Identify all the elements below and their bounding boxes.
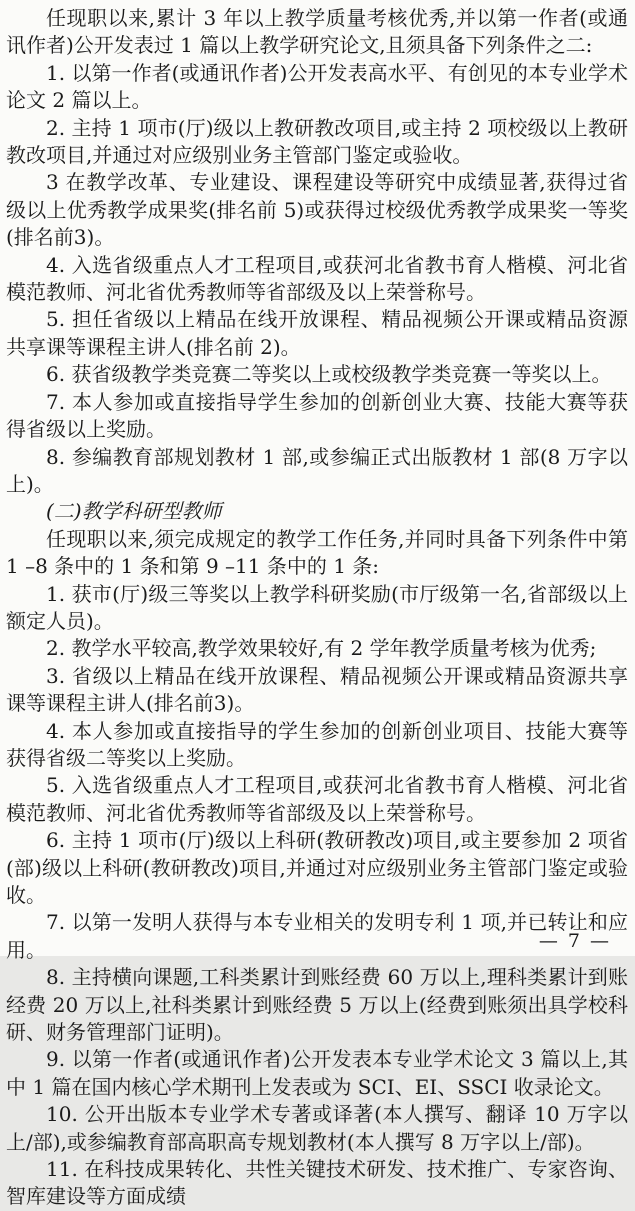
paragraph: 2. 主持 1 项市(厅)级以上教研教改项目,或主持 2 项校级以上教研教改项目,并通过对应级别业务主管部门鉴定或验收。: [6, 115, 628, 168]
paragraph: 7. 本人参加或直接指导学生参加的创新创业大赛、技能大赛等获得省级以上奖励。: [6, 389, 628, 442]
paragraph: 7. 以第一发明人获得与本专业相关的发明专利 1 项,并已转让和应用。: [6, 910, 628, 962]
paragraph: 5. 担任省级以上精品在线开放课程、精品视频公开课或精品资源共享课等课程主讲人(排名前 2)。: [6, 307, 628, 359]
paragraph: 9. 以第一作者(或通讯作者)公开发表本专业学术论文 3 篇以上,其中 1 篇在国内核心学术期刊上发表或为 SCI、EI、SSCI 收录论文。: [6, 1047, 628, 1099]
paragraph: 10. 公开出版本专业学术专著或译著(本人撰写、翻译 10 万字以上/部),或参编教育部高职高专规划教材(本人撰写 8 万字以上/部)。: [6, 1102, 628, 1154]
paragraph: 6. 主持 1 项市(厅)级以上科研(教研教改)项目,或主要参加 2 项省(部)级以上科研(教研教改)项目,并通过对应级别业务主管部门鉴定或验收。: [6, 828, 628, 907]
paragraph: 3 在教学改革、专业建设、课程建设等研究中成绩显著,获得过省级以上优秀教学成果奖(排名前 5)或获得过校级优秀教学成果奖一等奖(排名前3)。: [6, 170, 628, 250]
paragraph: 11. 在科技成果转化、共性关键技术研发、技术推广、专家咨询、智库建设等方面成绩: [6, 1157, 628, 1209]
paragraph: (二)教学科研型教师: [46, 499, 222, 524]
paragraph: 5. 入选省级重点人才工程项目,或获河北省教书育人楷模、河北省模范教师、河北省优秀教师等省部级及以上荣誉称号。: [6, 773, 628, 825]
paragraph: 4. 入选省级重点人才工程项目,或获河北省教书育人楷模、河北省模范教师、河北省优秀教师等省部级及以上荣誉称号。: [6, 252, 628, 305]
paragraph: 任现职以来,累计 3 年以上教学质量考核优秀,并以第一作者(或通讯作者)公开发表过 1 篇以上教学研究论文,且须具备下列条件之二:: [6, 6, 628, 58]
page-number: — 7 —: [538, 930, 611, 952]
paragraph: 8. 参编教育部规划教材 1 部,或参编正式出版教材 1 部(8 万字以上)。: [6, 444, 628, 496]
paragraph: 1. 获市(厅)级三等奖以上教学科研奖励(市厅级第一名,省部级以上额定人员)。: [6, 581, 628, 633]
paragraph: 任现职以来,须完成规定的教学工作任务,并同时具备下列条件中第 1 –8 条中的 1 条和第 9 –11 条中的 1 条:: [6, 526, 628, 579]
paragraph: 4. 本人参加或直接指导的学生参加的创新创业项目、技能大赛等获得省级二等奖以上奖励。: [6, 718, 628, 770]
paragraph: 1. 以第一作者(或通讯作者)公开发表高水平、有创见的本专业学术论文 2 篇以上。: [6, 60, 628, 113]
paragraph: 6. 获省级教学类竞赛二等奖以上或校级教学类竞赛一等奖以上。: [46, 362, 612, 387]
page-footer: [539, 930, 611, 952]
paragraph: 8. 主持横向课题,工科类累计到账经费 60 万以上,理科类累计到账经费 20 万以上,社科类累计到账经费 5 万以上(经费到账须出具学校科研、财务管理部门证明)。: [6, 965, 628, 1045]
paragraph: 3. 省级以上精品在线开放课程、精品视频公开课或精品资源共享课等课程主讲人(排名前3)。: [6, 663, 628, 716]
paragraph: 2. 教学水平较高,教学效果较好,有 2 学年教学质量考核为优秀;: [46, 636, 597, 661]
